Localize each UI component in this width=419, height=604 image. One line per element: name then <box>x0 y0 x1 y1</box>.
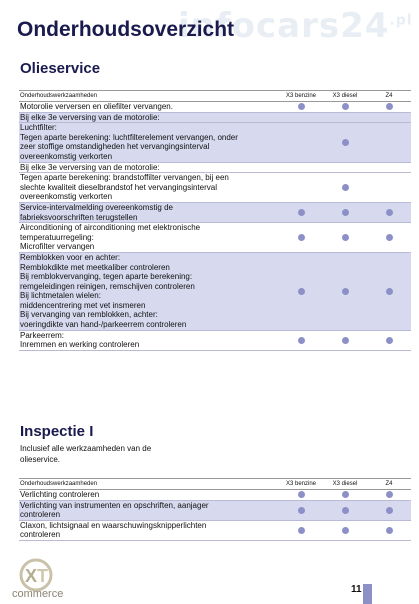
applicability-cell <box>323 527 367 534</box>
applicability-cell <box>323 103 367 110</box>
table-row <box>19 331 411 351</box>
applicability-cell <box>323 337 367 344</box>
row-text <box>19 163 279 173</box>
svg-text:T: T <box>37 566 48 586</box>
row-line: Tegen aparte berekening: luchtfilterelement vervangen, onder <box>20 132 238 142</box>
table-header <box>19 90 411 102</box>
column-header: X3 diesel <box>332 481 358 487</box>
watermark: $infocars24^{.pl}$ <box>178 6 413 46</box>
row-text <box>19 501 279 520</box>
row-line: Verlichting controleren <box>20 490 100 499</box>
row-text <box>19 203 279 222</box>
applicability-cell <box>367 103 411 110</box>
column-header: Onderhoudswerkzaamheden <box>20 481 98 487</box>
table-row <box>19 102 411 113</box>
table-row <box>19 521 411 541</box>
row-text <box>19 102 279 112</box>
applicability-cell <box>323 209 367 216</box>
applicability-cell <box>323 288 367 295</box>
applicable-dot-icon <box>298 527 305 534</box>
applicable-dot-icon <box>342 288 349 295</box>
applicability-cell <box>279 234 323 241</box>
column-header: X3 benzine <box>285 93 317 99</box>
row-line: remgeleidingen reinigen, remschijven controleren <box>20 281 195 291</box>
applicability-cell <box>279 507 323 514</box>
applicability-cell <box>367 209 411 216</box>
applicability-cell <box>279 337 323 344</box>
applicability-cell <box>279 288 323 295</box>
applicable-dot-icon <box>342 234 349 241</box>
applicable-dot-icon <box>386 527 393 534</box>
row-text <box>19 223 279 252</box>
applicable-dot-icon <box>342 527 349 534</box>
applicable-dot-icon <box>386 103 393 110</box>
row-line: overeenkomstig verkorten <box>20 151 113 161</box>
row-line: Parkeerrem: <box>20 330 65 340</box>
applicability-cell <box>367 234 411 241</box>
applicable-dot-icon <box>298 491 305 498</box>
applicable-dot-icon <box>298 103 305 110</box>
applicable-dot-icon <box>386 507 393 514</box>
row-line: slechte kwaliteit dieselbrandstof het vervangingsinterval <box>20 182 217 192</box>
page-number: 11 <box>351 584 362 595</box>
applicable-dot-icon <box>298 337 305 344</box>
applicability-cell <box>323 491 367 498</box>
applicability-cell <box>367 491 411 498</box>
applicable-dot-icon <box>342 491 349 498</box>
row-line: zeer stoffige omstandigheden het vervangingsinterval <box>20 142 210 152</box>
row-text <box>19 123 279 161</box>
applicable-dot-icon <box>342 139 349 146</box>
row-line: Motorolie verversen en oliefilter vervangen. <box>20 102 173 111</box>
applicable-dot-icon <box>298 507 305 514</box>
inspectie-table <box>19 478 411 541</box>
row-line: Tegen aparte berekening: brandstoffilter vervangen, bij een <box>20 173 229 183</box>
olieservice-table <box>19 90 411 351</box>
section-heading-inspectie: Inspectie I <box>20 423 94 440</box>
row-line: controleren <box>20 510 61 520</box>
row-line: Bij elke 3e verversing van de motorolie: <box>20 112 160 122</box>
applicable-dot-icon <box>342 507 349 514</box>
applicability-cell <box>279 103 323 110</box>
row-line: Bij vervanging van remblokken, achter: <box>20 310 158 320</box>
inspectie-intro <box>20 443 151 465</box>
table-row <box>19 253 411 331</box>
row-line: fabrieksvoorschriften terugstellen <box>20 212 138 222</box>
column-header: Onderhoudswerkzaamheden <box>20 93 98 99</box>
applicability-cell <box>367 288 411 295</box>
applicability-cell <box>323 184 367 191</box>
applicability-cell <box>323 234 367 241</box>
row-line: middencentrering met vet insmeren <box>20 300 146 310</box>
row-text <box>19 521 279 540</box>
applicable-dot-icon <box>386 288 393 295</box>
svg-text:commerce: commerce <box>12 588 64 600</box>
applicable-dot-icon <box>342 103 349 110</box>
column-header: X3 benzine <box>285 481 317 487</box>
applicable-dot-icon <box>386 491 393 498</box>
applicable-dot-icon <box>386 337 393 344</box>
column-header: Z4 <box>385 93 393 99</box>
applicability-cell <box>367 527 411 534</box>
row-line: Remblokdikte met meetkaliber controleren <box>20 262 170 272</box>
table-body <box>19 102 411 351</box>
row-line: voeringdikte van hand-/parkeerrem controleren <box>20 320 187 330</box>
applicability-cell <box>279 527 323 534</box>
row-line: Inremmen en werking controleren <box>20 340 140 350</box>
intro-line: Inclusief alle werkzaamheden van de <box>20 444 152 453</box>
row-text <box>19 331 279 350</box>
row-line: Service-intervalmelding overeenkomstig de <box>20 202 173 212</box>
table-row <box>19 501 411 521</box>
applicability-cell <box>279 209 323 216</box>
row-line: Bij lichtmetalen wielen: <box>20 291 101 301</box>
applicable-dot-icon <box>342 184 349 191</box>
intro-line: olieservice. <box>20 455 61 464</box>
row-line: Verlichting van instrumenten en opschriften, aanjager <box>20 500 209 510</box>
applicable-dot-icon <box>342 209 349 216</box>
row-line: Bij elke 3e verversing van de motorolie: <box>20 162 160 172</box>
table-row <box>19 203 411 223</box>
applicable-dot-icon <box>298 288 305 295</box>
applicability-cell <box>323 507 367 514</box>
column-header: Z4 <box>385 481 393 487</box>
row-text <box>19 490 279 500</box>
applicable-dot-icon <box>298 234 305 241</box>
applicable-dot-icon <box>386 234 393 241</box>
column-header: X3 diesel <box>332 93 358 99</box>
applicability-cell <box>279 491 323 498</box>
row-text <box>19 253 279 330</box>
applicable-dot-icon <box>298 209 305 216</box>
applicability-cell <box>367 337 411 344</box>
table-row <box>19 490 411 501</box>
row-line: Airconditioning of airconditioning met elektronische <box>20 223 201 233</box>
table-row <box>19 123 411 162</box>
row-line: controleren <box>20 530 61 540</box>
applicability-cell <box>367 507 411 514</box>
table-body <box>19 490 411 541</box>
applicable-dot-icon <box>386 209 393 216</box>
svg-text:X: X <box>25 566 38 586</box>
page-title: Onderhoudsoverzicht <box>17 18 235 41</box>
table-row <box>19 173 411 203</box>
row-text <box>19 173 279 202</box>
row-line: Bij remblokvervanging, tegen aparte berekening: <box>20 272 193 282</box>
applicable-dot-icon <box>342 337 349 344</box>
table-header <box>19 478 411 490</box>
applicability-cell <box>323 139 367 146</box>
row-line: Remblokken voor en achter: <box>20 252 121 262</box>
row-text <box>19 113 279 123</box>
xt-commerce-logo <box>12 557 68 601</box>
row-line: temperatuurregeling: <box>20 232 94 242</box>
row-line: Luchtfilter: <box>20 123 57 133</box>
table-row <box>19 163 411 174</box>
row-line: Microfilter vervangen <box>20 242 95 252</box>
section-heading-olieservice: Olieservice <box>20 60 101 77</box>
row-line: Claxon, lichtsignaal en waarschuwingsknipperlichten <box>20 520 207 530</box>
row-line: overeenkomstig verkorten <box>20 192 113 202</box>
page-marker <box>363 584 372 604</box>
table-row <box>19 113 411 124</box>
table-row <box>19 223 411 253</box>
